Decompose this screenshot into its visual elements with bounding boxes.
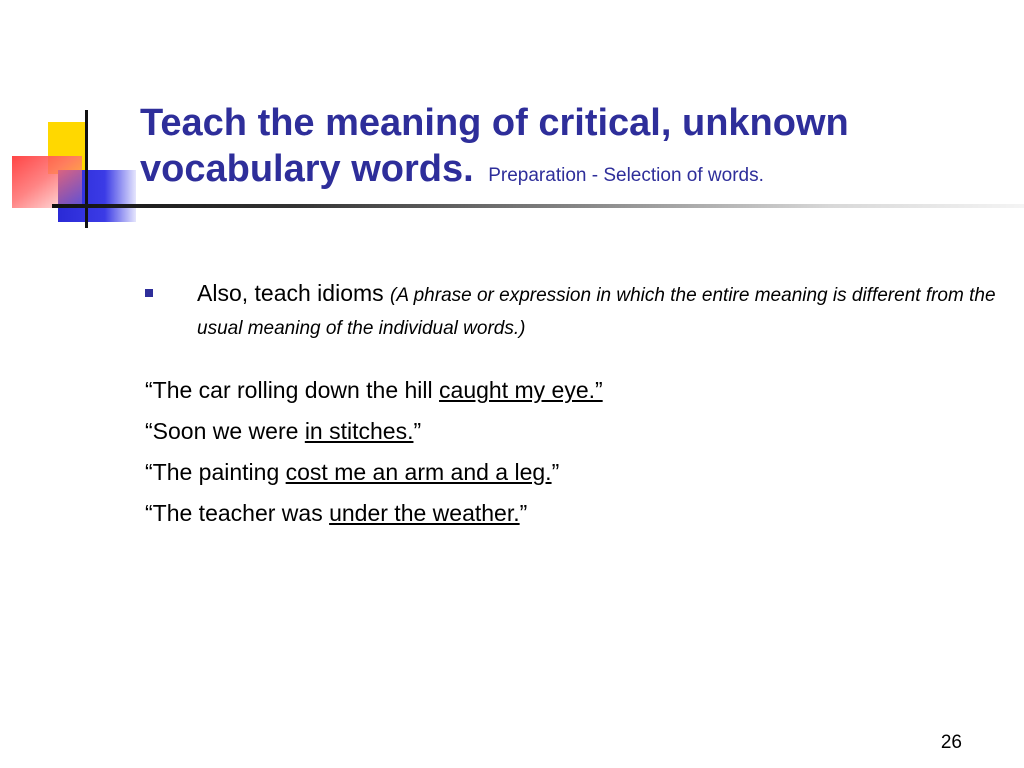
idiom-examples-list <box>145 370 1005 534</box>
bullet-text <box>197 278 1005 344</box>
square-bullet-icon <box>145 289 153 297</box>
example-text: “Soon we were <box>145 418 305 444</box>
title-underline-rule <box>52 204 1024 208</box>
bullet-item <box>145 278 1005 344</box>
idiom-example <box>145 493 1005 534</box>
example-idiom: caught my eye.” <box>439 377 603 403</box>
slide-title <box>140 100 1000 199</box>
example-close: ” <box>551 459 560 485</box>
idiom-example <box>145 370 1005 411</box>
bullet-lead: Also, teach idioms <box>197 280 384 306</box>
decorative-logo <box>0 100 150 230</box>
example-close: ” <box>413 418 422 444</box>
example-close: ” <box>519 500 528 526</box>
example-idiom: cost me an arm and a leg. <box>285 459 552 485</box>
example-text: “The teacher was <box>145 500 330 526</box>
example-text: “The painting <box>145 459 286 485</box>
example-idiom: in stitches. <box>304 418 414 444</box>
page-number: 26 <box>940 732 962 753</box>
idiom-definition: (A phrase or expression in which the entire meaning is different from the usual meaning of the individual words.) <box>197 285 996 339</box>
vertical-line-shape <box>85 110 88 228</box>
example-text: “The car rolling down the hill <box>145 377 440 403</box>
idiom-example <box>145 411 1005 452</box>
example-idiom: under the weather. <box>329 500 520 526</box>
slide-subtitle: Preparation - Selection of words. <box>488 165 764 186</box>
slide-title-main: Teach the meaning of critical, unknown vocabulary words. <box>140 102 849 190</box>
red-square-shape <box>12 156 82 208</box>
idiom-example <box>145 452 1005 493</box>
